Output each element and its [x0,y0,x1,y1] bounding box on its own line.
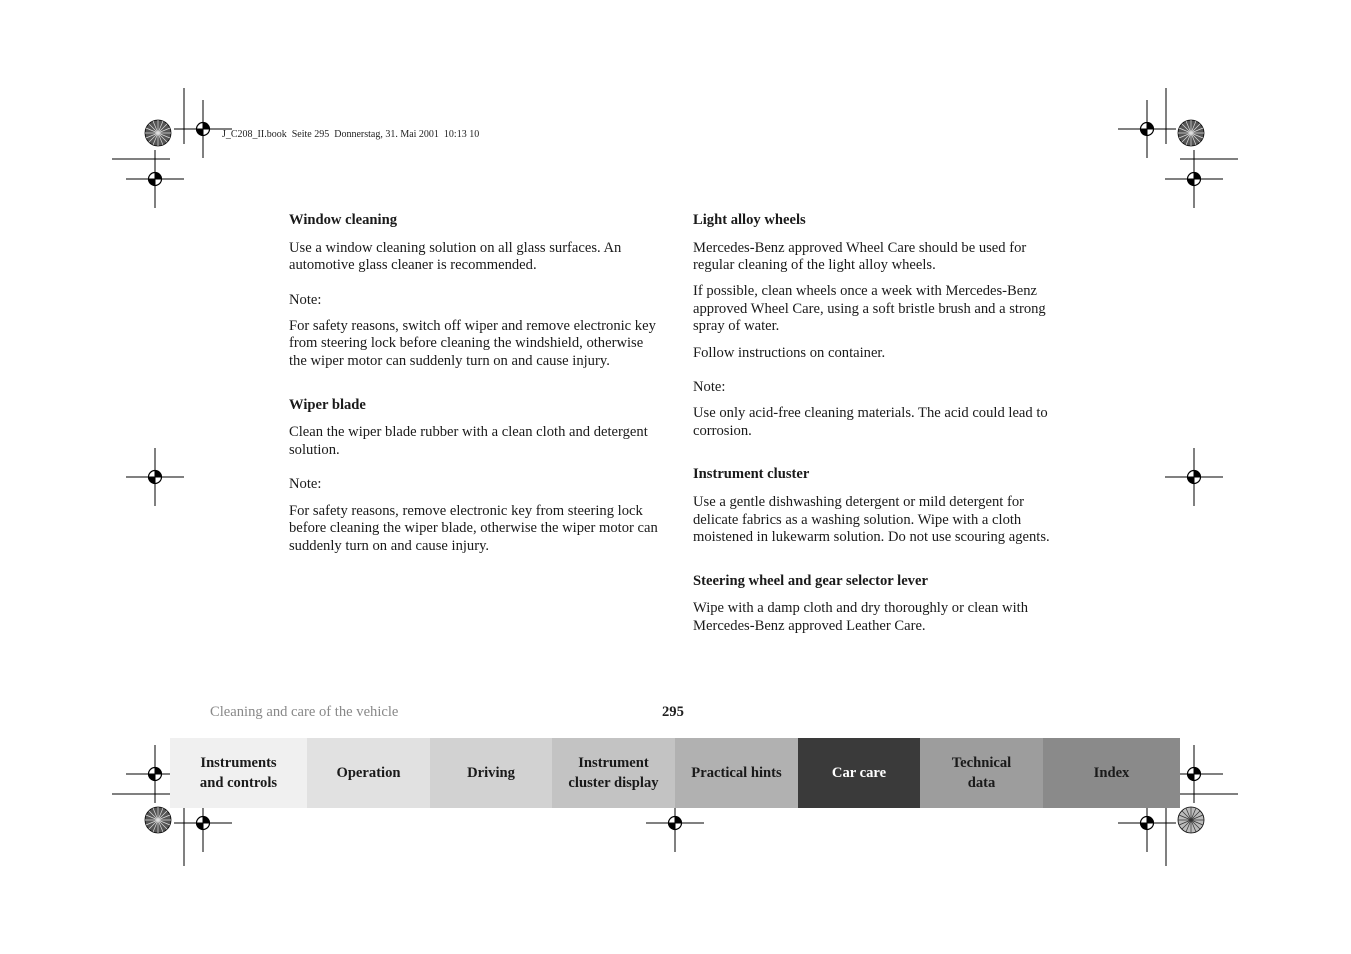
footer-section-title: Cleaning and care of the vehicle [210,704,399,720]
tab-technical-data[interactable]: Technical data [920,738,1043,808]
tab-practical-hints[interactable]: Practical hints [675,738,798,808]
tab-index[interactable]: Index [1043,738,1180,808]
light-alloy-wheels-p1: Mercedes-Benz approved Wheel Care should be used for regular cleaning of the light alloy wheels. [693,239,1027,274]
tab-instrument-cluster-display[interactable]: Instrument cluster display [552,738,675,808]
window-cleaning-note-text: For safety reasons, switch off wiper and remove electronic key from steering lock before cleaning the windshield, otherwise the wiper motor can suddenly turn on and cause injury. [289,317,656,370]
light-alloy-wheels-note-text: Use only acid-free cleaning materials. The acid could lead to corrosion. [693,405,1048,439]
window-cleaning-text: Use a window cleaning solution on all glass surfaces. An automotive glass cleaner is recommended. [289,239,622,274]
light-alloy-wheels-heading: Light alloy wheels [693,212,806,228]
light-alloy-wheels-p2: If possible, clean wheels once a week with Mercedes-Benz approved Wheel Care, using a soft bristle brush and a strong spray of water. [693,283,1046,335]
light-alloy-wheels-p3: Follow instructions on container. [693,344,886,361]
right-column [693,212,1065,644]
window-cleaning-heading: Window cleaning [289,212,397,228]
wiper-blade-note-label: Note: [289,476,322,493]
wiper-blade-note-text: For safety reasons, remove electronic key from steering lock before cleaning the wiper blade, otherwise the wiper motor can suddenly turn on and cause injury. [289,502,658,554]
instrument-cluster-heading: Instrument cluster [693,466,810,483]
steering-wheel-text: Wipe with a damp cloth and dry thoroughly or clean with Mercedes-Benz approved Leather Care. [693,600,1028,634]
print-header: J_C208_II.book Seite 295 Donnerstag, 31. Mai 2001 10:13 10 [222,129,480,140]
left-column [289,212,661,564]
steering-wheel-heading: Steering wheel and gear selector lever [693,572,928,589]
wiper-blade-heading: Wiper blade [289,396,366,413]
tab-operation[interactable]: Operation [307,738,430,808]
tab-instruments-and-controls[interactable]: Instruments and controls [170,738,307,808]
instrument-cluster-text: Use a gentle dishwashing detergent or mild detergent for delicate fabrics as a washing solution. Wipe with a cloth moistened in lukewarm solution. Do not use scouring agents. [693,494,1050,546]
window-cleaning-note-label: Note: [289,291,322,308]
wiper-blade-text: Clean the wiper blade rubber with a clean cloth and detergent solution. [289,424,648,458]
tab-car-care[interactable]: Car care [798,738,920,808]
light-alloy-wheels-note-label: Note: [693,379,726,396]
chapter-tabs [170,738,1180,808]
page-number: 295 [662,704,684,720]
tab-driving[interactable]: Driving [430,738,552,808]
